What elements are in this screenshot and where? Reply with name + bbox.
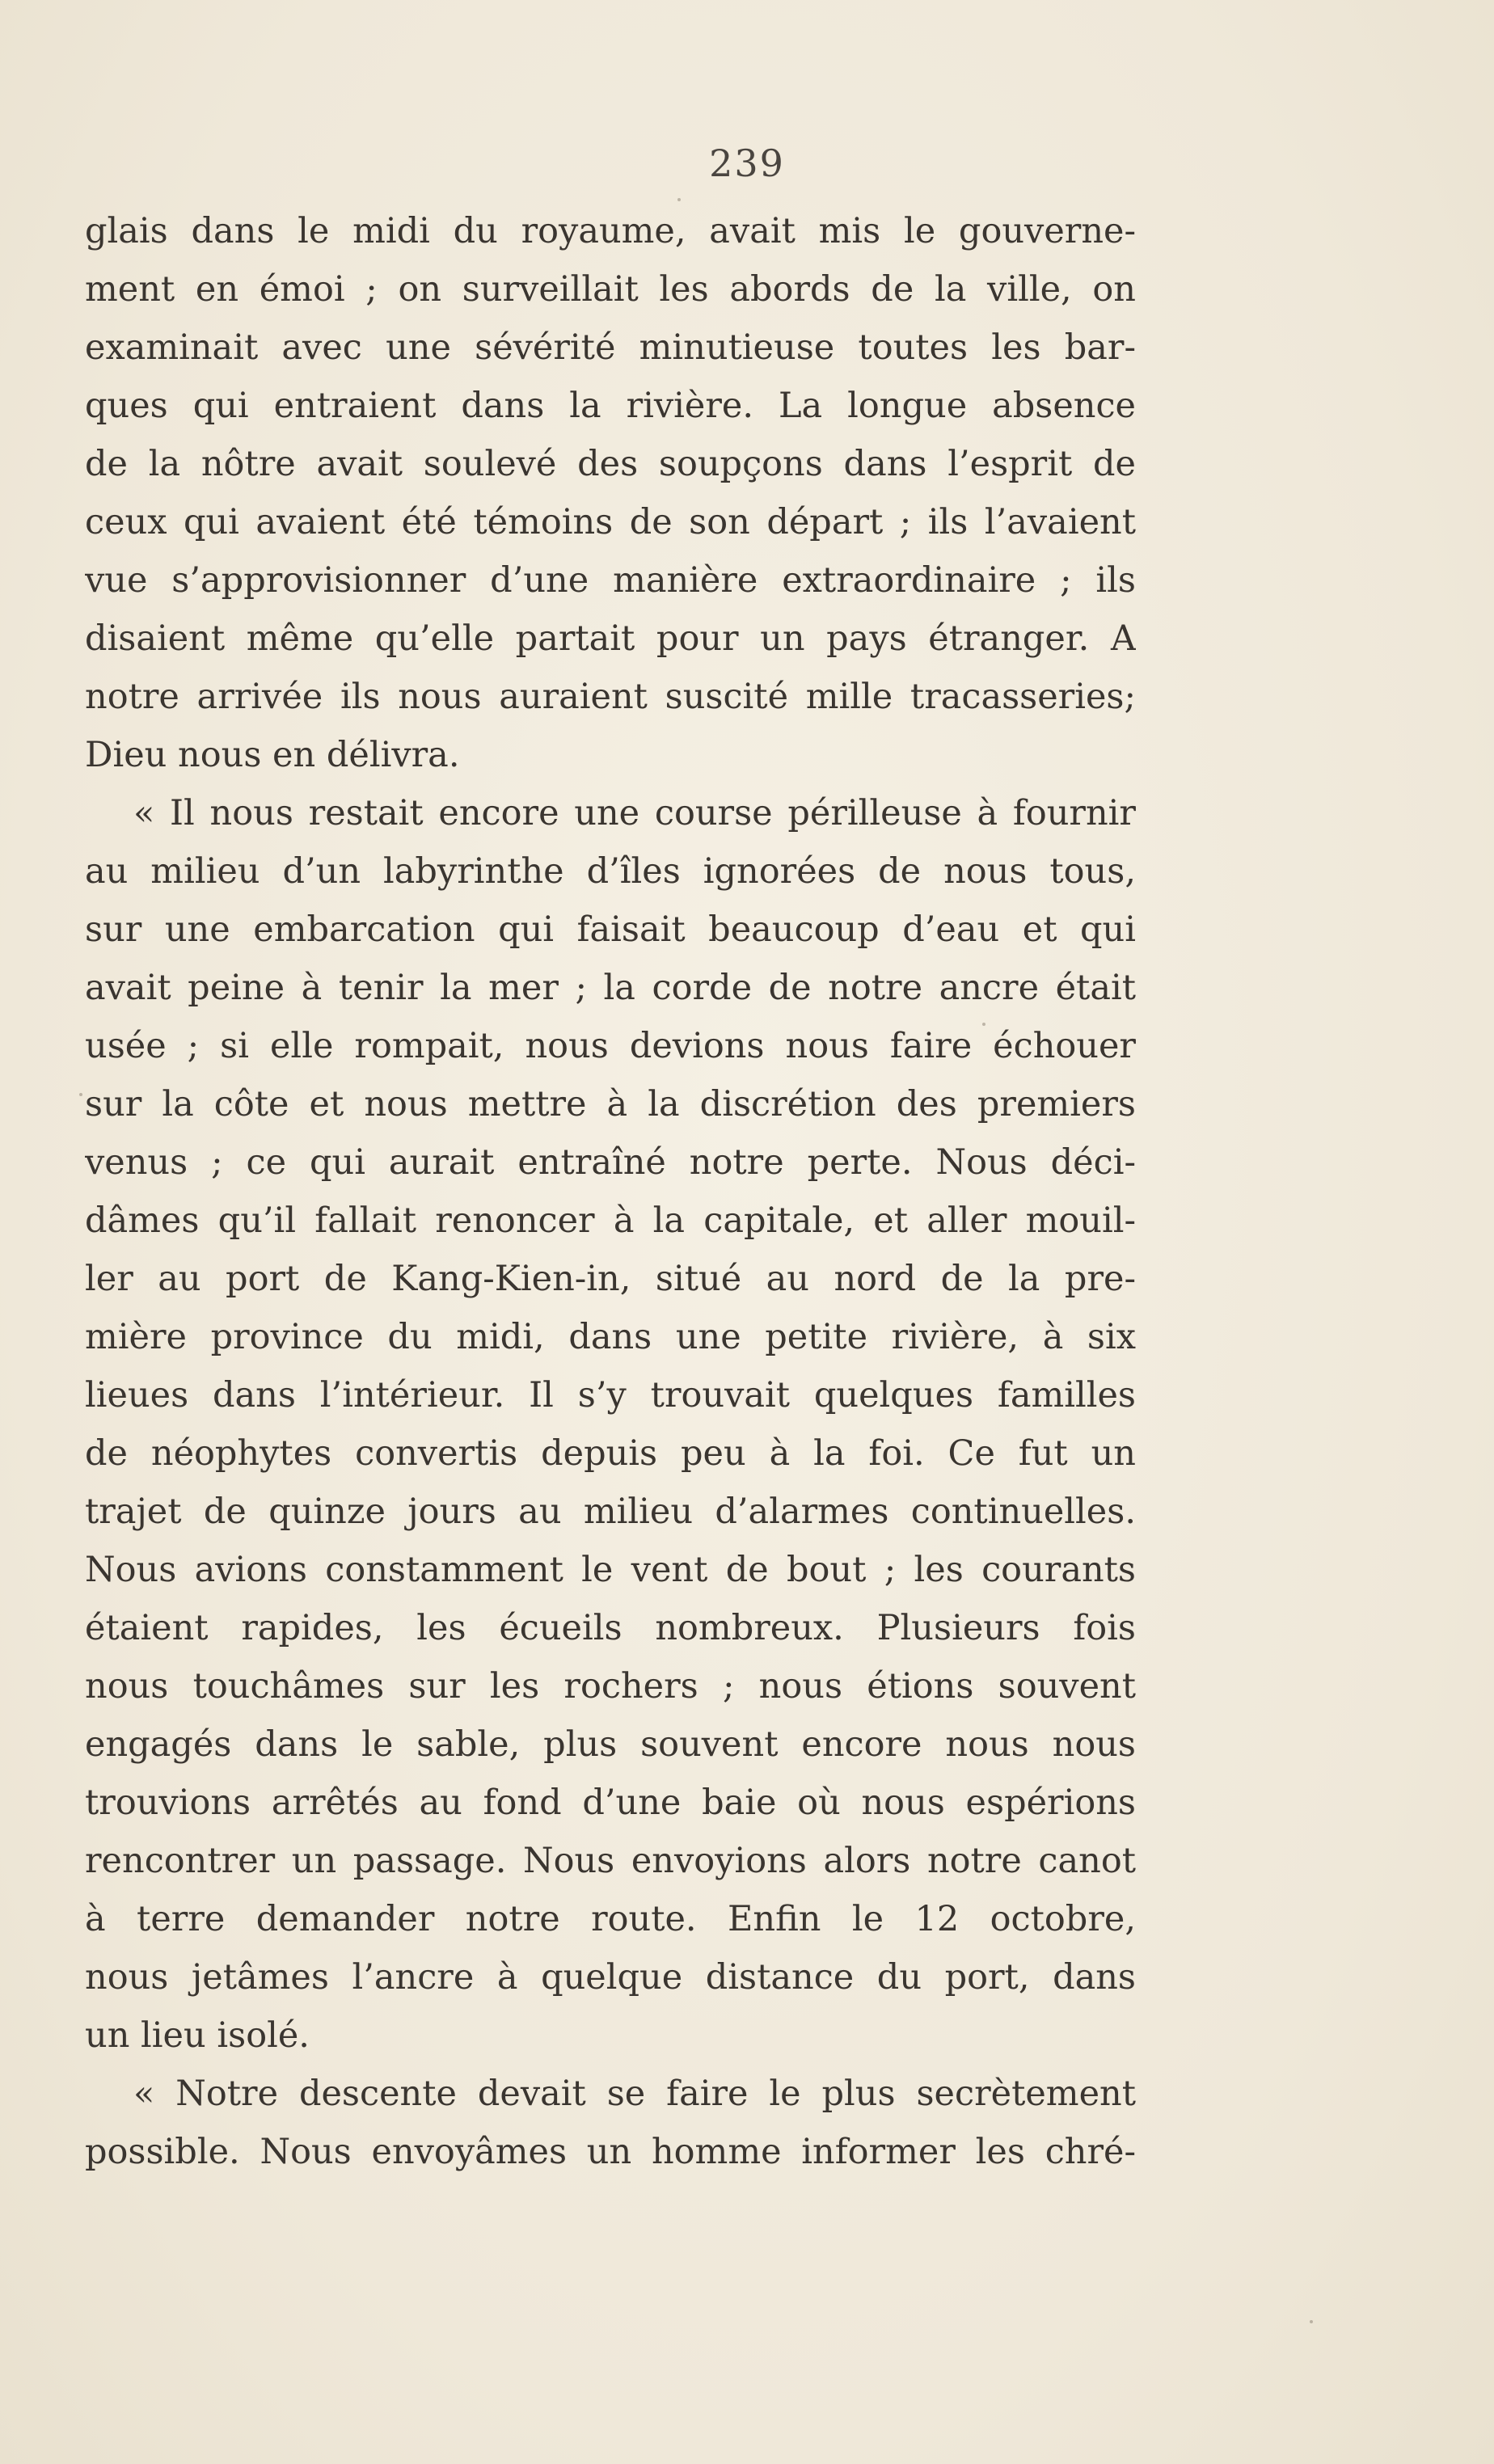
text-line: usée ; si elle rompait, nous devions nous faire échouer [85, 1026, 1136, 1066]
text-line: mière province du midi, dans une petite rivière, à six [85, 1317, 1136, 1357]
text-line: étaient rapides, les écueils nombreux. Plusieurs fois [85, 1608, 1136, 1648]
body-text [85, 202, 1136, 2181]
text-line: trouvions arrêtés au fond d’une baie où nous espérions [85, 1783, 1136, 1823]
text-line: au milieu d’un labyrinthe d’îles ignorées de nous tous, [85, 851, 1136, 892]
text-line: rencontrer un passage. Nous envoyions alors notre canot [85, 1841, 1136, 1881]
text-line: un lieu isolé. [85, 2015, 310, 2056]
paper-speck [677, 198, 681, 201]
paper-speck [982, 1023, 985, 1026]
text-line: glais dans le midi du royaume, avait mis le gouverne- [85, 211, 1136, 251]
text-line: à terre demander notre route. Enfin le 12 octobre, [85, 1899, 1136, 1939]
page-number: 239 [709, 141, 785, 185]
text-line: nous touchâmes sur les rochers ; nous étions souvent [85, 1666, 1136, 1707]
paragraph-start-line: « Notre descente devait se faire le plus secrètement [133, 2074, 1136, 2114]
text-line: vue s’approvisionner d’une manière extraordinaire ; ils [85, 560, 1136, 601]
text-line: ques qui entraient dans la rivière. La longue absence [85, 386, 1136, 426]
paper-speck [79, 1093, 82, 1096]
text-line: nous jetâmes l’ancre à quelque distance du port, dans [85, 1957, 1136, 1998]
text-line: Dieu nous en délivra. [85, 735, 460, 775]
text-line: sur la côte et nous mettre à la discrétion des premiers [85, 1084, 1136, 1124]
text-line: lieues dans l’intérieur. Il s’y trouvait quelques familles [85, 1375, 1136, 1416]
text-line: possible. Nous envoyâmes un homme informer les chré- [85, 2132, 1136, 2172]
text-line: notre arrivée ils nous auraient suscité mille tracasseries; [85, 677, 1136, 717]
text-line: ceux qui avaient été témoins de son départ ; ils l’avaient [85, 502, 1136, 542]
paragraph-start-line: « Il nous restait encore une course périlleuse à fournir [133, 793, 1136, 833]
text-line: venus ; ce qui aurait entraîné notre perte. Nous déci- [85, 1142, 1136, 1183]
text-line: examinait avec une sévérité minutieuse toutes les bar- [85, 327, 1136, 368]
text-line: avait peine à tenir la mer ; la corde de notre ancre était [85, 968, 1136, 1008]
text-line: trajet de quinze jours au milieu d’alarmes continuelles. [85, 1491, 1136, 1532]
text-line: de la nôtre avait soulevé des soupçons dans l’esprit de [85, 444, 1136, 484]
text-line: dâmes qu’il fallait renoncer à la capitale, et aller mouil- [85, 1200, 1136, 1241]
text-line: de néophytes convertis depuis peu à la foi. Ce fut un [85, 1433, 1136, 1474]
text-line: sur une embarcation qui faisait beaucoup d’eau et qui [85, 909, 1136, 950]
paper-speck [1310, 2320, 1313, 2323]
text-line: ler au port de Kang-Kien-in, situé au nord de la pre- [85, 1259, 1136, 1299]
text-line: ment en émoi ; on surveillait les abords de la ville, on [85, 269, 1136, 310]
text-line: Nous avions constamment le vent de bout ; les courants [85, 1550, 1136, 1590]
text-line: disaient même qu’elle partait pour un pays étranger. A [85, 618, 1136, 659]
text-line: engagés dans le sable, plus souvent encore nous nous [85, 1724, 1136, 1765]
